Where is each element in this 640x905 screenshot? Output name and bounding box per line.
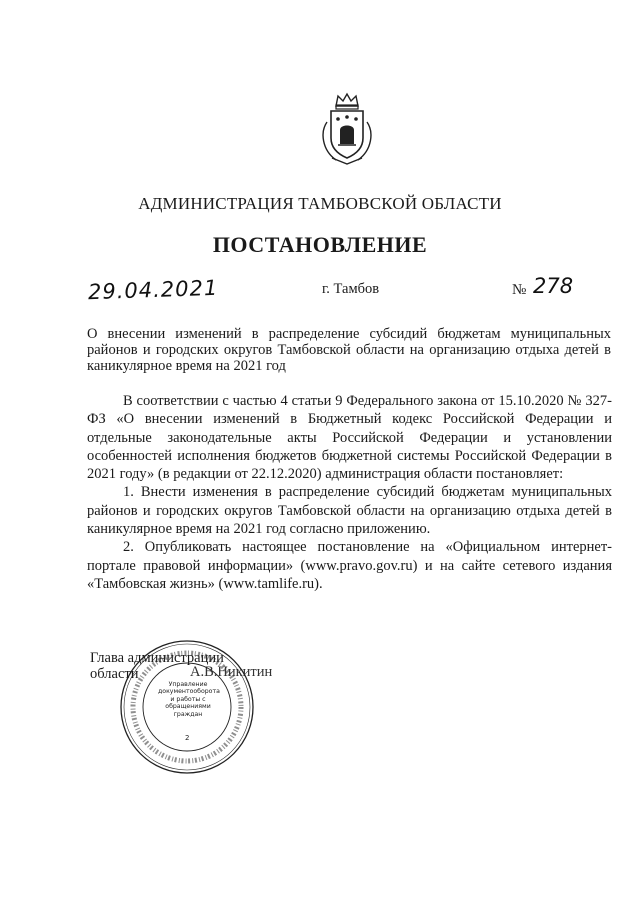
body-paragraph: В соответствии с частью 4 статьи 9 Федерального закона от 15.10.2020 № 327-ФЗ «О внесении изменений в Бюджетный кодекс Российской Федерации и отдельные законодательные акты Российской Федерации и установлении особенностей исполнения бюджетов бюджетной системы Российской Федерации в 2021 году» (в редакции от 22.12.2020) администрация области постановляет: <box>87 393 612 483</box>
document-subject: О внесении изменений в распределение субсидий бюджетам муниципальных районов и городских округов Тамбовской области на организацию отдыха детей в каникулярное время на 2021 год <box>87 326 611 374</box>
handwritten-date: 29.04.2021 <box>87 275 219 305</box>
stamp-number: 2 <box>185 734 190 742</box>
organization-name: АДМИНИСТРАЦИЯ ТАМБОВСКОЙ ОБЛАСТИ <box>138 194 502 213</box>
number-label: № <box>512 282 527 298</box>
document-type-title: ПОСТАНОВЛЕНИЕ <box>212 232 428 257</box>
body-paragraph: 2. Опубликовать настоящее постановление на «Официальном интернет-портале правовой информации» (www.pravo.gov.ru) и на сайте сетевого издания «Тамбовская жизнь» (www.tamlife.ru). <box>87 539 612 592</box>
tambov-coat-of-arms-icon <box>318 92 376 166</box>
signatory-title: Глава администрации <box>90 650 224 666</box>
body-paragraph: 1. Внести изменения в распределение субсидий бюджетам муниципальных районов и городских округов Тамбовской области на организацию отдыха детей в каникулярное время на 2021 год согласно приложению. <box>87 484 612 538</box>
city-label: г. Тамбов <box>322 281 380 297</box>
signatory-title-region: области <box>90 666 139 682</box>
handwritten-number: 278 <box>533 274 574 298</box>
stamp-center-text: Управление документооборота и работы с обращениями граждан <box>158 681 220 718</box>
document-body <box>87 392 612 593</box>
signatory-name: А.В.Никитин <box>190 664 273 680</box>
